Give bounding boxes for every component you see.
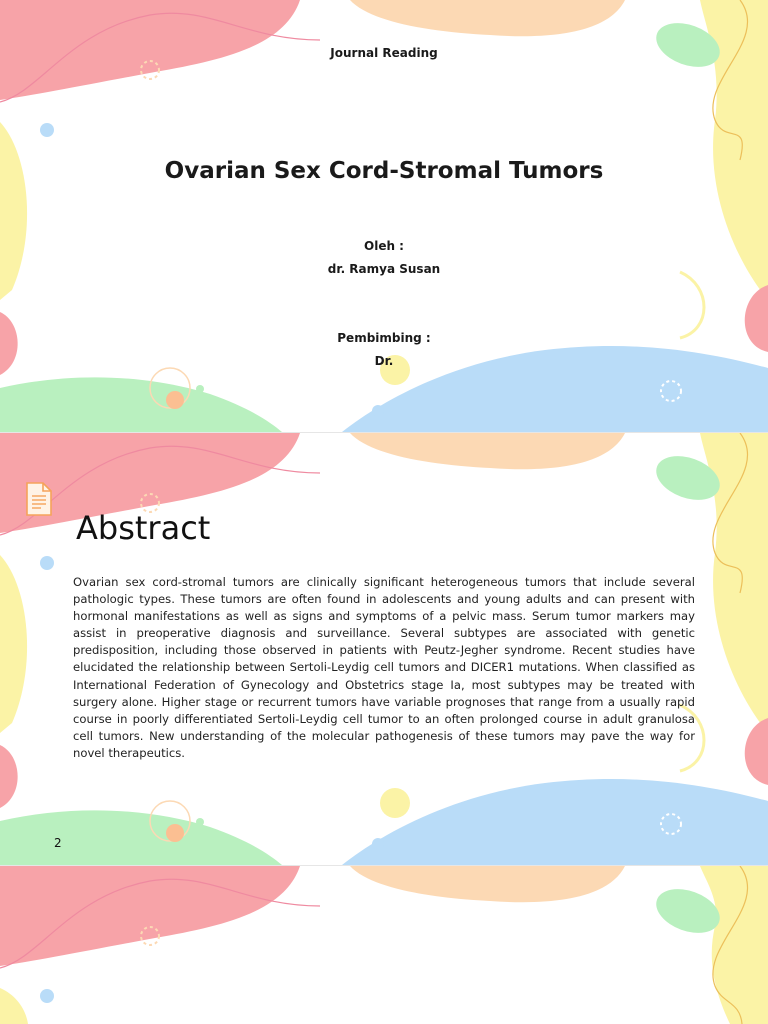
- title-slide: [0, 0, 768, 432]
- section-heading: Abstract: [76, 509, 211, 547]
- page-number: 2: [54, 836, 62, 850]
- next-slide: [0, 866, 768, 1024]
- supervisor-name: Dr.: [374, 354, 394, 368]
- document-icon: [24, 481, 54, 517]
- slide-title: Ovarian Sex Cord-Stromal Tumors: [164, 158, 604, 184]
- author-name: dr. Ramya Susan: [327, 262, 441, 276]
- author-label: Oleh :: [364, 239, 404, 253]
- decorative-background: [0, 866, 768, 1024]
- slide-header: Journal Reading: [330, 46, 438, 60]
- supervisor-label: Pembimbing :: [337, 331, 431, 345]
- abstract-paragraph: Ovarian sex cord-stromal tumors are clinically significant heterogeneous tumors that include several pathologic types. These tumors are often found in adolescents and young adults and can present with hormonal manifestations as well as signs and symptoms of a pelvic mass. Serum tumor markers may assist in preoperative diagnosis and surveillance. Several subtypes are associated with genetic predisposition, including those observed in patients with Peutz-Jegher syndrome. Recent studies have elucidated the relationship between Sertoli-Leydig cell tumors and DICER1 mutations. When classified as International Federation of Gynecology and Obstetrics stage Ia, most subtypes may be treated with surgery alone. Higher stage or recurrent tumors have variable prognoses that range from a usually rapid course in poorly differentiated Sertoli-Leydig cell tumor to an often prolonged course in adult granulosa cell tumors. New understanding of the molecular pathogenesis of these tumors may pave the way for novel therapeutics.: [73, 575, 695, 760]
- abstract-slide: [0, 433, 768, 865]
